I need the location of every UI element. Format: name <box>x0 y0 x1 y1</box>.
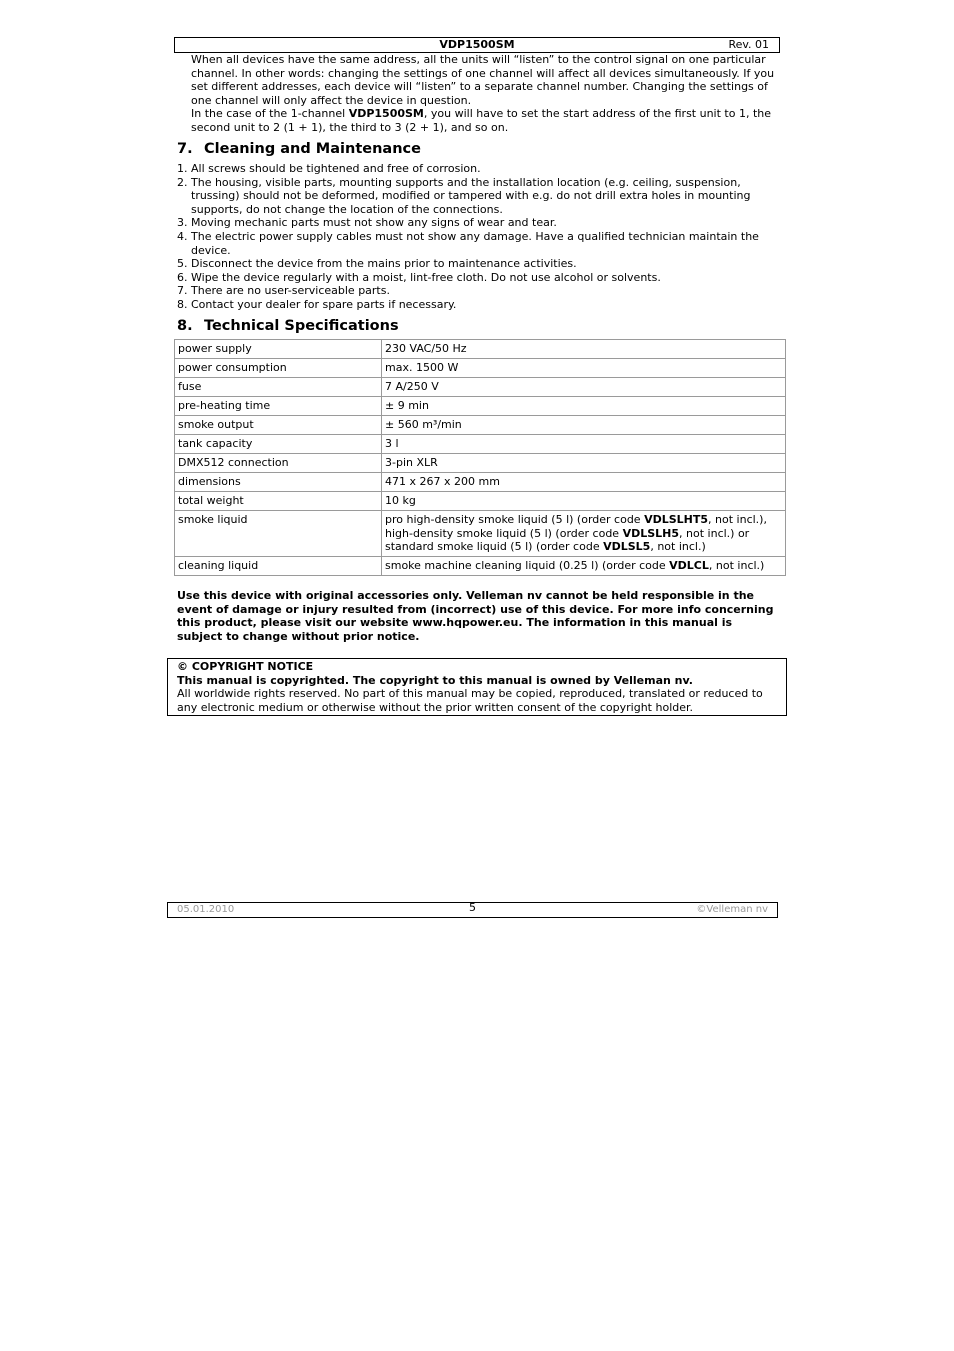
list-item <box>177 271 777 285</box>
table-row <box>175 435 786 454</box>
table-row <box>175 454 786 473</box>
list-item-text: Contact your dealer for spare parts if necessary. <box>191 297 457 311</box>
page-header <box>174 37 780 53</box>
spec-value: 3 l <box>382 435 786 454</box>
copyright-text: All worldwide rights reserved. No part of this manual may be copied, reproduced, translated or reduced to any electronic medium or otherwise without the prior written consent of the copyright holder. <box>177 687 763 714</box>
spec-value: 3-pin XLR <box>382 454 786 473</box>
list-item <box>177 257 777 271</box>
spec-value <box>382 556 786 575</box>
list-item-text: There are no user-serviceable parts. <box>191 284 390 298</box>
order-code: VDLSL5 <box>603 540 651 554</box>
spec-key: smoke liquid <box>175 511 382 557</box>
section-8-heading <box>177 317 399 335</box>
maintenance-list <box>177 162 777 312</box>
list-item-text: Disconnect the device from the mains prior to maintenance activities. <box>191 257 577 271</box>
spec-value: 10 kg <box>382 492 786 511</box>
spec-key: total weight <box>175 492 382 511</box>
list-item-number: 2. <box>177 175 188 189</box>
list-item-text: Moving mechanic parts must not show any signs of wear and tear. <box>191 216 557 230</box>
footer-company: ©Velleman nv <box>696 904 768 915</box>
spec-key: pre-heating time <box>175 397 382 416</box>
table-row <box>175 340 786 359</box>
spec-key: DMX512 connection <box>175 454 382 473</box>
list-item-number: 1. <box>177 162 188 175</box>
intro-paragraph-2 <box>191 107 783 134</box>
list-item <box>177 216 777 230</box>
intro-p2-model: VDP1500SM <box>348 107 424 121</box>
section-8-title: Technical Specifications <box>204 318 399 334</box>
list-item-number: 4. <box>177 229 188 243</box>
table-row <box>175 359 786 378</box>
spec-text: , not incl.) or standard smoke liquid (5 l) (order code <box>385 526 750 554</box>
order-code: VDLSLH5 <box>622 526 680 540</box>
spec-text: , not incl.) <box>708 558 765 572</box>
table-row <box>175 397 786 416</box>
list-item-number: 8. <box>177 297 188 311</box>
copyright-owner: This manual is copyrighted. The copyright to this manual is owned by Velleman nv. <box>177 673 693 687</box>
list-item <box>177 284 777 298</box>
section-7-number: 7. <box>177 141 193 157</box>
list-item <box>177 162 777 176</box>
spec-value: max. 1500 W <box>382 359 786 378</box>
footer-date: 05.01.2010 <box>177 904 235 915</box>
spec-key: tank capacity <box>175 435 382 454</box>
section-7-title: Cleaning and Maintenance <box>204 141 421 157</box>
list-item-number: 3. <box>177 216 188 230</box>
list-item-number: 7. <box>177 284 188 298</box>
dmx-address-text <box>191 53 783 135</box>
spec-value: ± 9 min <box>382 397 786 416</box>
table-row <box>175 416 786 435</box>
spec-text: , not incl.), high-density smoke liquid (5 l) (order code <box>385 513 767 540</box>
copyright-box <box>167 658 787 716</box>
spec-key: smoke output <box>175 416 382 435</box>
list-item-text: The housing, visible parts, mounting supports and the installation location (e.g. ceiling, suspension, trussing) should not be deformed, modified or tampered with e.g. do not drill extra holes in mounting supports, do not change the location of the connections. <box>191 175 751 216</box>
table-row <box>175 511 786 557</box>
section-7-heading <box>177 140 421 158</box>
spec-value: ± 560 m³/min <box>382 416 786 435</box>
spec-value: 230 VAC/50 Hz <box>382 340 786 359</box>
order-code: VDLSLHT5 <box>644 513 709 526</box>
table-row <box>175 492 786 511</box>
spec-key: power supply <box>175 340 382 359</box>
section-8-number: 8. <box>177 318 193 334</box>
list-item-text: The electric power supply cables must not show any damage. Have a qualified technician maintain the device. <box>191 229 759 257</box>
spec-value <box>382 511 786 557</box>
spec-key: dimensions <box>175 473 382 492</box>
specifications-table <box>174 339 786 576</box>
intro-paragraph-1: When all devices have the same address, all the units will “listen” to the control signal on one particular channel. In other words: changing the settings of one channel will affect all devices simultaneously. If you set different addresses, each device will “listen” to a separate channel number. Changing the settings of one channel will only affect the device in question. <box>191 53 775 107</box>
spec-key: cleaning liquid <box>175 556 382 575</box>
spec-text: , not incl.) <box>650 540 706 554</box>
spec-key: power consumption <box>175 359 382 378</box>
page-footer <box>167 902 778 918</box>
list-item-text: Wipe the device regularly with a moist, lint-free cloth. Do not use alcohol or solvents. <box>191 270 661 284</box>
order-code: VDLCL <box>669 558 709 572</box>
intro-p2-end: , you will have to set the start address of the first unit to 1, the second unit to 2 (1 + 1), the third to 3 (2 + 1), and so on. <box>191 107 771 134</box>
page-number: 5 <box>469 901 476 914</box>
liability-notice: Use this device with original accessories only. Velleman nv cannot be held responsible in the event of damage or injury resulted from (incorrect) use of this device. For more info concerning this product, please visit our website www.hqpower.eu. The information in this manual is subject to change without prior notice. <box>177 589 774 643</box>
spec-value: 7 A/250 V <box>382 378 786 397</box>
copyright-title: © COPYRIGHT NOTICE <box>177 660 314 673</box>
list-item <box>177 230 777 257</box>
table-row <box>175 473 786 492</box>
spec-key: fuse <box>175 378 382 397</box>
spec-text: pro high-density smoke liquid (5 l) (order code <box>385 513 645 526</box>
table-row <box>175 378 786 397</box>
table-row <box>175 556 786 575</box>
list-item-number: 5. <box>177 257 188 271</box>
list-item <box>177 298 777 312</box>
list-item-text: All screws should be tightened and free of corrosion. <box>191 162 481 175</box>
intro-p2-start: In the case of the 1-channel <box>191 107 349 121</box>
header-revision: Rev. 01 <box>728 38 769 51</box>
header-model: VDP1500SM <box>439 38 515 51</box>
list-item-number: 6. <box>177 270 188 284</box>
spec-value: 471 x 267 x 200 mm <box>382 473 786 492</box>
spec-text: smoke machine cleaning liquid (0.25 l) (order code <box>385 558 670 572</box>
list-item <box>177 176 777 217</box>
